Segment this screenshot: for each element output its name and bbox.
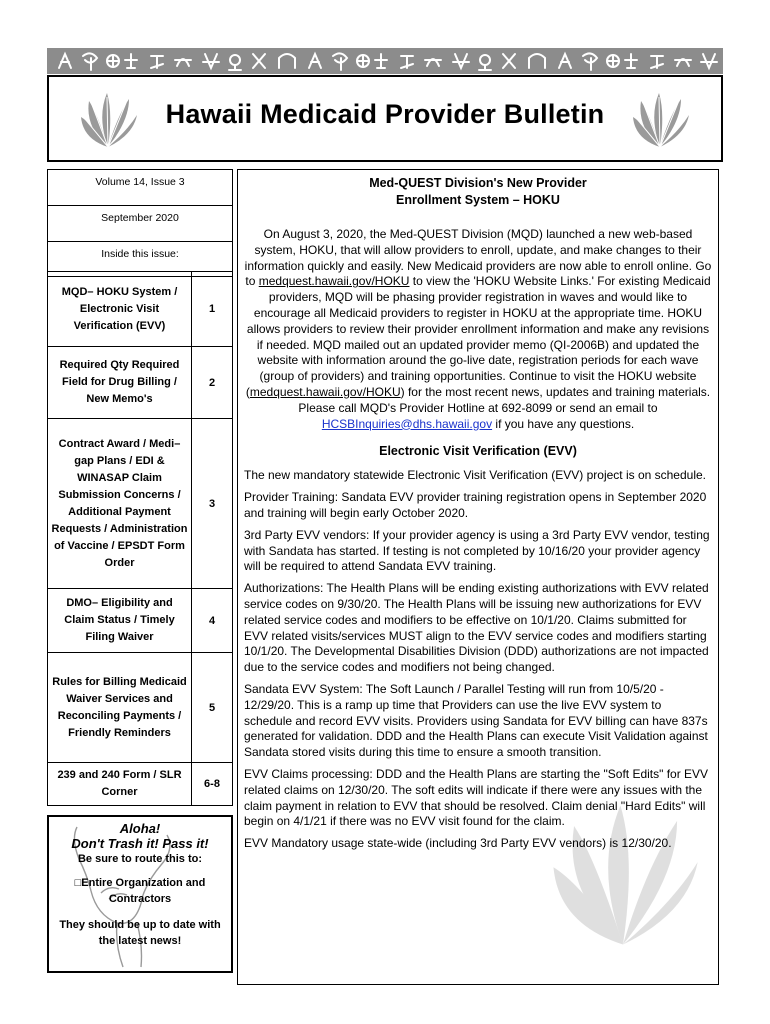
- article-heading: [244, 175, 712, 209]
- article-heading-line2: Enrollment System – HOKU: [396, 193, 560, 207]
- toc-title: Required Qty Required Field for Drug Billing / New Memo's: [48, 347, 192, 418]
- evv-paragraph: Sandata EVV System: The Soft Launch / Parallel Testing will run from 10/5/20 - 12/29/20. This is a ramp up time that Providers can use the live EVV system to schedule and record EVV visits. Providers using Sandata for EVV billing can have 837s generated for validation. DDD and the Health Plans can execute Visit Validation against Sandata stored visits during this time to ensure a smooth transition.: [244, 681, 708, 760]
- toc-title: DMO– Eligibility and Claim Status / Timely Filing Waiver: [48, 589, 192, 652]
- hibiscus-leaf-logo-icon: [627, 87, 693, 153]
- toc-title: Contract Award / Medi–gap Plans / EDI & WINASAP Claim Submission Concerns / Additional Payment Requests / Administration of Vaccine / EPSDT Form Order: [48, 419, 192, 588]
- intro-text: On August 3, 2020, the Med-QUEST Division (MQD) launched a new web-based system, HOKU, that will allow providers to enroll, update, and make changes to their information quickly and easily. New Medicaid providers are now able to enroll online. Go to: [244, 227, 712, 289]
- evv-paragraph: Authorizations: The Health Plans will be ending existing authorizations with EVV related service codes on 9/30/20. The Health Plans will be issuing new authorizations for EVV related service codes and modifiers to be effective on 10/1/20. Claims submitted for EVV related visits/services MUST align to the EVV service codes and modifiers starting 10/1/20. The Developmental Disabilities Division (DDD) authorizations are not impacted due to the service codes and modifiers not being changed.: [244, 581, 709, 675]
- toc-page: 5: [208, 701, 216, 714]
- evv-paragraph: EVV Claims processing: DDD and the Health Plans are starting the "Soft Edits" for EVV related claims on 12/30/20. The soft edits will indicate if there were any issues with the claim payment in relation to EVV that should be resolved. Claim denial "Hard Edits" will begin on 4/1/21 if there was no EVV visit found for the claim.: [244, 766, 709, 829]
- intro-text: ) for the most recent news, updates and training materials. Please call MQD's Provider Hotline at 692-8099 or send an email to: [298, 384, 711, 415]
- issue-info: [47, 169, 233, 277]
- main-article: [237, 169, 719, 985]
- toc-page: 1: [208, 303, 216, 315]
- aloha-route-text: Be sure to route this to:: [77, 853, 203, 865]
- table-of-contents: [47, 271, 233, 806]
- aloha-subtitle: Don't Trash it! Pass it!: [71, 836, 209, 851]
- toc-title: MQD– HOKU System / Electronic Visit Verification (EVV): [48, 272, 192, 346]
- petroglyph-banner: [47, 48, 723, 74]
- aloha-reminder: They should be up to date with the latest news!: [59, 919, 221, 947]
- issue-date: September 2020: [47, 205, 233, 241]
- evv-heading: Electronic Visit Verification (EVV): [379, 444, 577, 459]
- intro-text: to view the 'HOKU Website Links.' For existing Medicaid providers, MQD will be phasing provider registration in waves and would like to encourage all Medicaid providers to register in HOKU at the appropriate time. HOKU allows providers to review their provider enrollment information and make any revisions if needed. MQD mailed out an updated provider memo (QI-2006B) and updated the website with information around the go-live date, registration periods for each wave (group of providers) and training opportunities. Continue to visit the HOKU website (: [245, 274, 711, 399]
- aloha-recipients: □Entire Organization and Contractors: [74, 877, 206, 905]
- hoku-website-link[interactable]: medquest.hawaii.gov/HOKU: [249, 384, 401, 399]
- toc-page: 2: [208, 376, 216, 389]
- aloha-title: Aloha!: [119, 821, 161, 836]
- hoku-website-link[interactable]: medquest.hawaii.gov/HOKU: [258, 274, 410, 289]
- hoku-intro-paragraph: [244, 227, 712, 432]
- aloha-routing-box: [47, 815, 233, 973]
- evv-paragraph: Provider Training: Sandata EVV provider training registration opens in September 2020 and training will begin early October 2020.: [244, 490, 707, 520]
- toc-row: [48, 347, 232, 419]
- hcsb-email-link[interactable]: HCSBInquiries@dhs.hawaii.gov: [321, 416, 493, 431]
- toc-title: 239 and 240 Form / SLR Corner: [48, 763, 192, 805]
- intro-text: if you have any questions.: [492, 416, 635, 431]
- toc-row: [48, 419, 232, 589]
- toc-title: Rules for Billing Medicaid Waiver Services and Reconciling Payments / Friendly Reminders: [48, 653, 192, 762]
- toc-row: [48, 763, 232, 805]
- toc-row: [48, 653, 232, 763]
- bulletin-title: Hawaii Medicaid Provider Bulletin: [165, 99, 605, 129]
- toc-page: 3: [208, 497, 216, 510]
- toc-row: [48, 272, 232, 347]
- article-heading-line1: Med-QUEST Division's New Provider: [369, 176, 587, 190]
- bulletin-masthead: [47, 75, 723, 162]
- evv-paragraph: 3rd Party EVV vendors: If your provider agency is using a 3rd Party EVV vendor, testing with Sandata has started. If testing is not completed by 10/16/20 your provider agency will be required to attend Sandata EVV training.: [244, 527, 710, 574]
- toc-page: 4: [208, 614, 216, 627]
- evv-paragraph: EVV Mandatory usage state-wide (including 3rd Party EVV vendors) is 12/30/20.: [244, 836, 672, 851]
- petroglyph-pattern-icon: [47, 48, 723, 74]
- evv-paragraph: The new mandatory statewide Electronic Visit Verification (EVV) project is on schedule.: [244, 468, 706, 483]
- volume-issue: Volume 14, Issue 3: [47, 169, 233, 205]
- inside-label: Inside this issue:: [47, 241, 233, 277]
- toc-page: 6-8: [204, 778, 220, 790]
- toc-row: [48, 589, 232, 653]
